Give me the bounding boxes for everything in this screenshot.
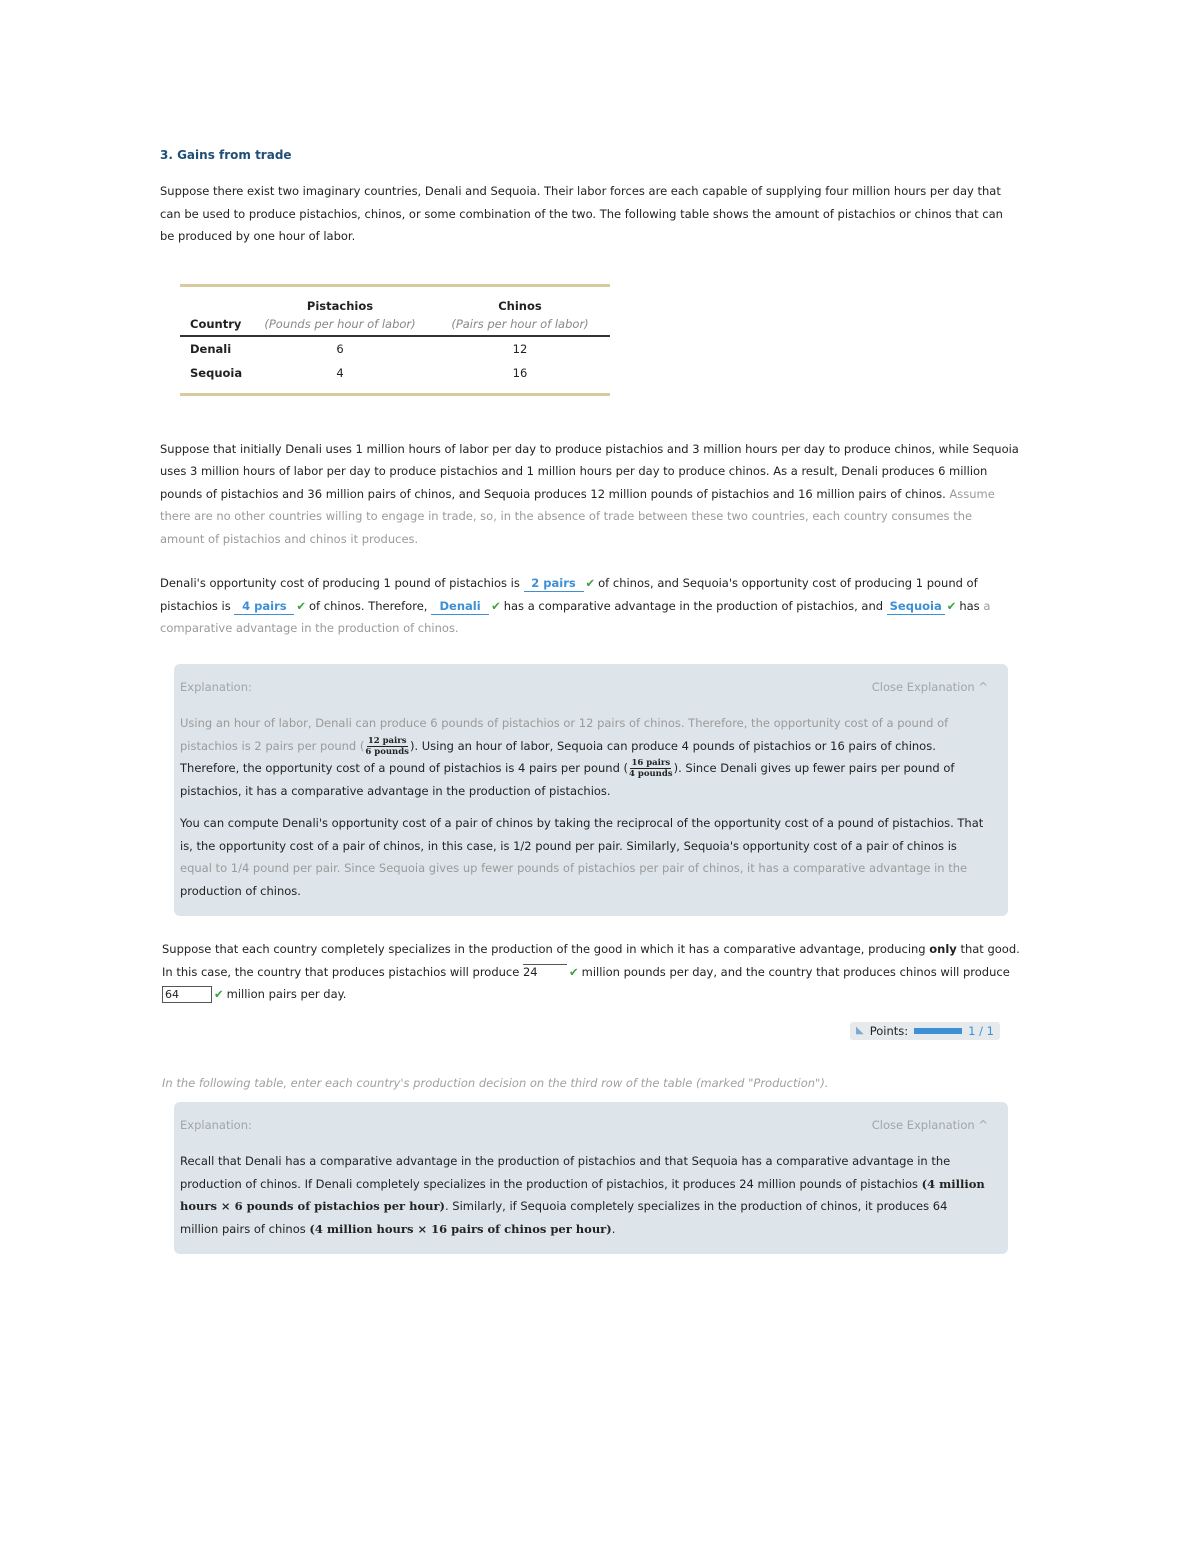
q1-text: has	[959, 598, 980, 613]
col-pistachios: Pistachios	[306, 298, 374, 313]
row-chinos: 12	[512, 341, 528, 356]
close-explanation-button[interactable]: Close Explanation ^	[871, 679, 988, 694]
q2-text: Suppose that each country completely specializes in the production of the good in which it has a comparative advantage, producing	[162, 942, 926, 956]
q2-text: million pounds per day, and the country that produces chinos will produce	[581, 964, 1010, 979]
math-expression: (4 million hours × 6 pounds of pistachios per hour)	[180, 1176, 985, 1213]
fraction: $\frac{\text{16 pairs}}{\text{4 pounds}}$	[629, 758, 673, 779]
explanation-text: . Similarly, if Sequoia completely specializes in the production of chinos, it produces 64 million pairs of chinos	[180, 1199, 948, 1236]
answer-dropdown-1[interactable]: 2 pairs	[524, 576, 584, 592]
explanation-label: Explanation:	[180, 1117, 252, 1132]
fraction: $\frac{\text{12 pairs}}{\text{6 pounds}}$	[365, 735, 409, 757]
q1-text: has a comparative advantage in the production of pistachios, and	[503, 598, 884, 613]
answer-dropdown-4[interactable]: Sequoia	[887, 599, 945, 615]
explanation-text: ). Using an hour of labor, Sequoia can produce 4 pounds of pistachios or 16 pairs of chinos. Therefore, the opportunity cost of a pound of pistachios is 4 pairs per pound (	[180, 738, 936, 775]
pistachio-output-input[interactable]: 24	[523, 964, 567, 979]
row-pistachios: 4	[336, 365, 344, 380]
scenario-paragraph	[160, 438, 1020, 551]
q1-text: of chinos, and Sequoia's opportunity cost of producing 1 pound of pistachios is	[160, 576, 978, 613]
q2-text: that good. In this case, the country that produces pistachios will produce	[162, 942, 1020, 979]
explanation-text: ). Since Denali gives up fewer pairs per pound of pistachios, it has a comparative advantage in the production of pistachios.	[180, 761, 955, 798]
question-page	[160, 148, 1020, 1254]
correct-check-icon: ✔	[568, 964, 579, 979]
col-chinos: Chinos	[498, 298, 542, 313]
flag-icon: ◣	[856, 1025, 864, 1036]
explanation-box-2	[174, 1102, 1008, 1255]
explanation-text: .	[611, 1221, 616, 1236]
table-bottom-rule	[180, 393, 610, 396]
scenario-text-faded: Assume there are no other countries willing to engage in trade, so, in the absence of trade between these two countries, each country consumes the amount of pistachios and chinos it produces.	[160, 486, 995, 546]
correct-check-icon: ✔	[214, 987, 224, 1001]
points-badge	[850, 1022, 1000, 1040]
q2-emphasis: only	[929, 942, 957, 956]
q2-text: million pairs per day.	[226, 987, 347, 1001]
correct-check-icon: ✔	[585, 576, 596, 590]
table-instruction: In the following table, enter each country's production decision on the third row of the table (marked "Production").	[162, 1075, 829, 1090]
close-explanation-button[interactable]: Close Explanation ^	[871, 1117, 988, 1132]
answer-dropdown-2[interactable]: 4 pairs	[234, 599, 294, 615]
points-row	[160, 1022, 1020, 1040]
explanation-box-1	[174, 664, 1008, 917]
correct-check-icon: ✔	[491, 598, 501, 613]
explanation-text: production of chinos.	[180, 883, 301, 898]
q1-text-faded: a comparative advantage in the production of chinos.	[160, 598, 991, 635]
intro-paragraph: Suppose there exist two imaginary countries, Denali and Sequoia. Their labor forces are each capable of supplying four million hours per day that can be used to produce pistachios, chinos, or some combination of the two. The following table shows the amount of pistachios or chinos that can be produced by one hour of labor.	[160, 184, 1003, 243]
explanation-text: Using an hour of labor, Denali can produce 6 pounds of pistachios or 12 pairs of chinos. Therefore, the opportunity cost of a pound of pistachios is 2 pairs per pound (	[180, 716, 949, 753]
math-expression: (4 million hours × 16 pairs of chinos per hour)	[309, 1221, 612, 1236]
row-country: Denali	[190, 341, 232, 356]
col-country: Country	[190, 316, 242, 331]
chino-output-input[interactable]: 64	[162, 986, 212, 1003]
row-chinos: 16	[512, 365, 528, 380]
row-pistachios: 6	[336, 341, 344, 356]
table-row	[180, 336, 610, 361]
correct-check-icon: ✔	[296, 598, 307, 613]
col-pistachios-unit: (Pounds per hour of labor)	[264, 316, 416, 331]
explanation-text: Recall that Denali has a comparative advantage in the production of pistachios and that Sequoia has a comparative advantage in the production of chinos. If Denali completely specializes in the production of pistachios, it produces 24 million pounds of pistachios	[180, 1154, 951, 1191]
explanation-label: Explanation:	[180, 679, 252, 694]
scenario-text: Suppose that initially Denali uses 1 million hours of labor per day to produce pistachios and 3 million hours per day to produce chinos, while Sequoia uses 3 million hours of labor per day to produce pistachios and 1 million hours per day to produce chinos. As a result, Denali produces 6 million pounds of pistachios and 36 million pairs of chinos, and Sequoia produces 12 million pounds of pistachios and 16 million pairs of chinos.	[160, 441, 1019, 501]
section-title: 3. Gains from trade	[160, 148, 292, 162]
points-score: 1 / 1	[968, 1023, 994, 1038]
points-bar-fill	[914, 1028, 962, 1034]
points-label: Points:	[869, 1023, 909, 1038]
col-chinos-unit: (Pairs per hour of labor)	[451, 316, 589, 331]
q1-text: of chinos. Therefore,	[309, 598, 428, 613]
answer-dropdown-3[interactable]: Denali	[431, 599, 489, 615]
correct-check-icon: ✔	[946, 598, 957, 613]
q1-text: Denali's opportunity cost of producing 1 pound of pistachios is	[160, 576, 520, 590]
question-1	[160, 572, 1020, 640]
explanation-text-faded: equal to 1/4 pound per pair. Since Sequoia gives up fewer pounds of pistachios per pair of chinos, it has a comparative advantage in the	[180, 861, 968, 875]
table-row	[180, 361, 610, 385]
production-table	[180, 284, 610, 396]
question-2	[160, 938, 1020, 1006]
explanation-text: You can compute Denali's opportunity cost of a pair of chinos by taking the reciprocal of the opportunity cost of a pound of pistachios. That is, the opportunity cost of a pair of chinos, in this case, is 1/2 pound per pair. Similarly, Sequoia's opportunity cost of a pair of chinos is	[180, 816, 984, 853]
row-country: Sequoia	[190, 365, 243, 380]
points-bar	[914, 1028, 962, 1034]
